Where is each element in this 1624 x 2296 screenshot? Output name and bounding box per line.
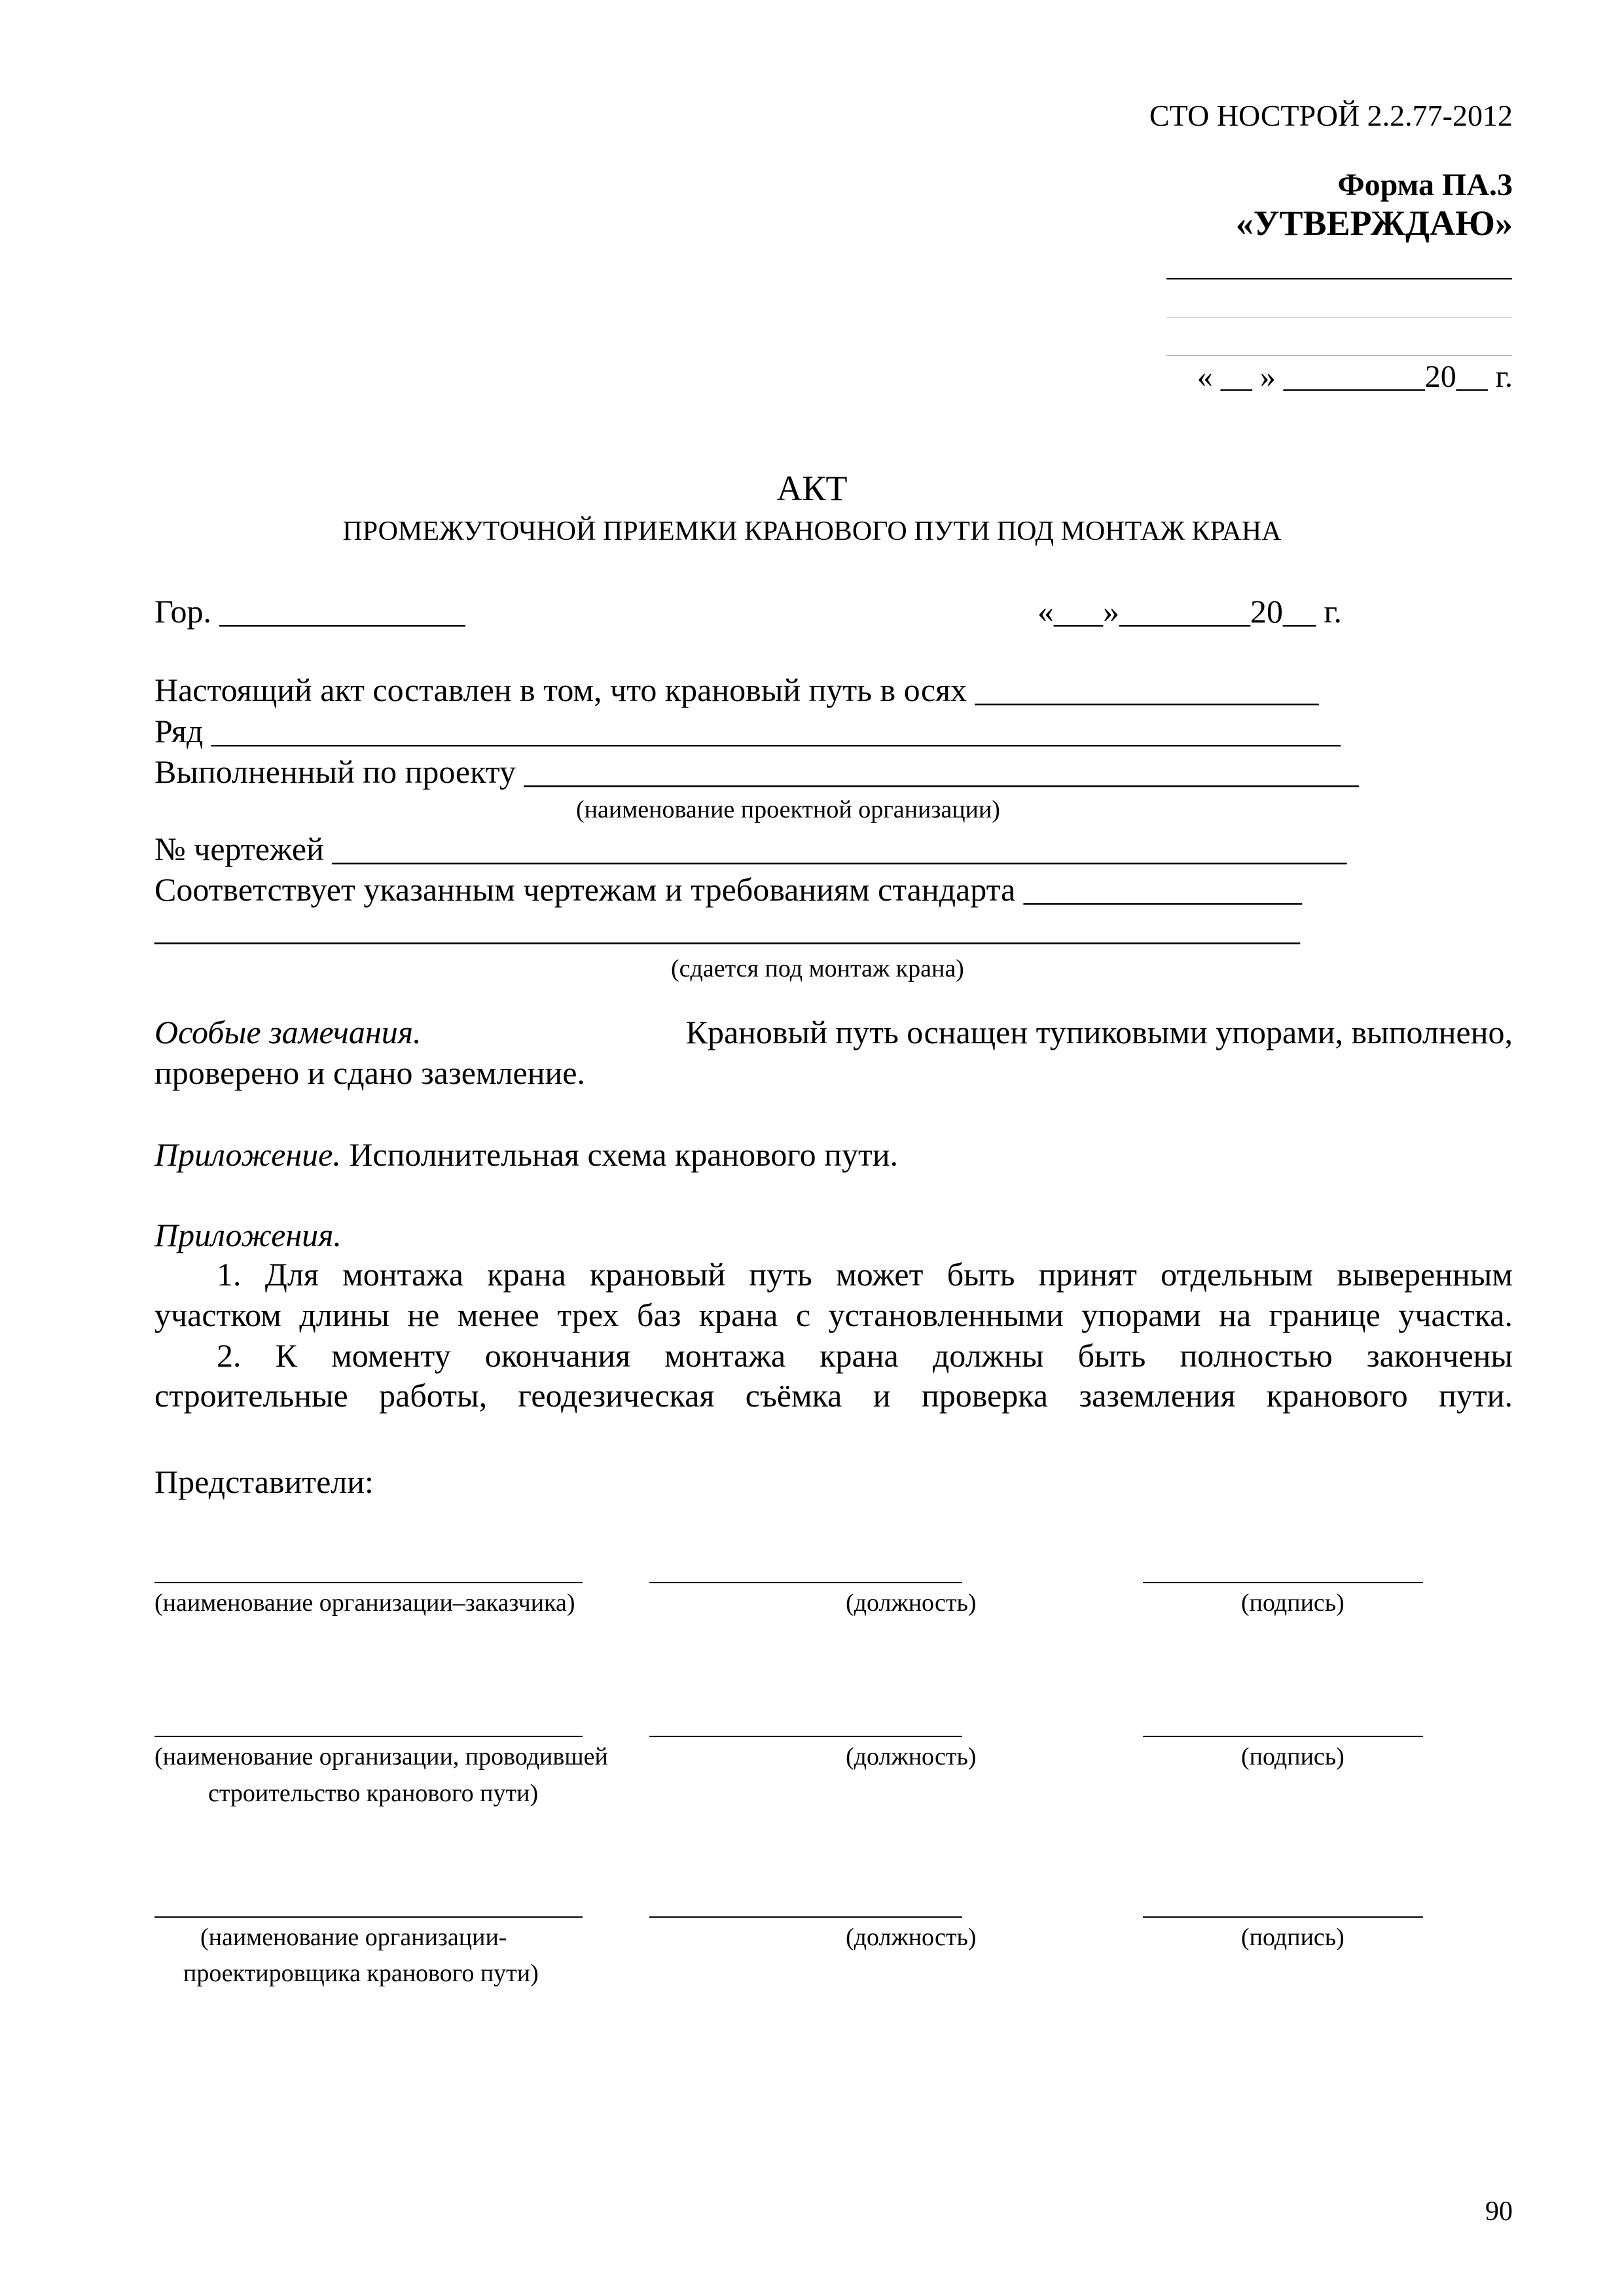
standard-code: СТО НОСТРОЙ 2.2.77-2012 xyxy=(1149,99,1513,132)
rep1-signature-caption: (подпись) xyxy=(1241,1589,1344,1617)
rep3-org-caption-2: проектировщика кранового пути) xyxy=(183,1960,539,1987)
rep2-org-line[interactable] xyxy=(154,1736,583,1737)
axes-field[interactable]: Настоящий акт составлен в том, что крановый путь в осях _____________________ xyxy=(154,672,1319,708)
approve-heading: «УТВЕРЖДАЮ» xyxy=(1235,204,1513,243)
appendix-item-2-line-1: 2. К моменту окончания монтажа крана должны быть полностью закончены xyxy=(217,1337,1513,1374)
act-date-field[interactable]: «___»________20__ г. xyxy=(1038,593,1342,630)
remarks-label: Особые замечания. xyxy=(154,1014,422,1050)
rep1-org-caption: (наименование организации–заказчика) xyxy=(154,1589,575,1617)
city-field[interactable]: Гор. _______________ xyxy=(154,593,465,630)
conforms-field[interactable]: Соответствует указанным чертежам и требованиям стандарта _________________ xyxy=(154,871,1302,908)
rep2-org-caption: (наименование организации, проводившей xyxy=(154,1743,608,1770)
row-field[interactable]: Ряд _____________________________________________________________________ xyxy=(154,713,1341,749)
approve-line-1 xyxy=(1166,278,1512,279)
rep3-org-caption: (наименование организации- xyxy=(200,1924,507,1951)
rep3-signature-caption: (подпись) xyxy=(1241,1924,1344,1951)
rep3-signature-line[interactable] xyxy=(1143,1916,1423,1918)
act-title: АКТ xyxy=(776,469,848,508)
project-field[interactable]: Выполненный по проекту ___________________________________________________ xyxy=(154,753,1359,790)
conforms-blank-line[interactable]: ______________________________________________________________________ xyxy=(154,910,1300,947)
rep2-org-caption-2: строительство кранового пути) xyxy=(208,1780,539,1807)
remarks-line-1 xyxy=(154,1013,1513,1051)
rep1-position-line[interactable] xyxy=(649,1582,962,1583)
appendix-item-1-line-1: 1. Для монтажа крана крановый путь может быть принят отдельным выверенным xyxy=(217,1256,1513,1293)
appendix-text: Исполнительная схема кранового пути. xyxy=(349,1136,899,1173)
rep2-position-line[interactable] xyxy=(649,1736,962,1737)
form-label: Форма ПА.3 xyxy=(1337,168,1513,202)
page-number: 90 xyxy=(1485,2197,1513,2227)
rep2-position-caption: (должность) xyxy=(846,1743,977,1770)
approve-date: « __ » _________20__ г. xyxy=(1197,359,1513,394)
appendix-line xyxy=(154,1136,898,1174)
rep3-org-line[interactable] xyxy=(154,1916,583,1918)
act-subtitle: ПРОМЕЖУТОЧНОЙ ПРИЕМКИ КРАНОВОГО ПУТИ ПОД МОНТАЖ КРАНА xyxy=(342,516,1282,547)
rep3-position-line[interactable] xyxy=(649,1916,962,1918)
rep1-org-line[interactable] xyxy=(154,1582,583,1583)
appendix-label: Приложение. xyxy=(154,1136,341,1173)
approve-line-3 xyxy=(1166,355,1512,356)
rep1-position-caption: (должность) xyxy=(846,1589,977,1617)
conforms-caption: (сдается под монтаж крана) xyxy=(671,955,964,982)
rep1-signature-line[interactable] xyxy=(1143,1582,1423,1583)
remarks-text-2: проверено и сдано заземление. xyxy=(154,1054,585,1091)
project-caption: (наименование проектной организации) xyxy=(576,796,1000,823)
rep2-signature-line[interactable] xyxy=(1143,1736,1423,1737)
rep3-position-caption: (должность) xyxy=(846,1924,977,1951)
appendices-label: Приложения. xyxy=(154,1217,342,1253)
drawings-field[interactable]: № чертежей ______________________________________________________________ xyxy=(154,831,1347,867)
remarks-text-1: Крановый путь оснащен тупиковыми упорами, выполнено, xyxy=(685,1014,1513,1050)
appendix-item-1-line-2: участком длины не менее трех баз крана с установленными упорами на границе участка. xyxy=(154,1297,1513,1333)
appendix-item-2-line-2: строительные работы, геодезическая съёмка и проверка заземления кранового пути. xyxy=(154,1377,1513,1414)
rep2-signature-caption: (подпись) xyxy=(1241,1743,1344,1770)
representatives-label: Представители: xyxy=(154,1463,374,1500)
